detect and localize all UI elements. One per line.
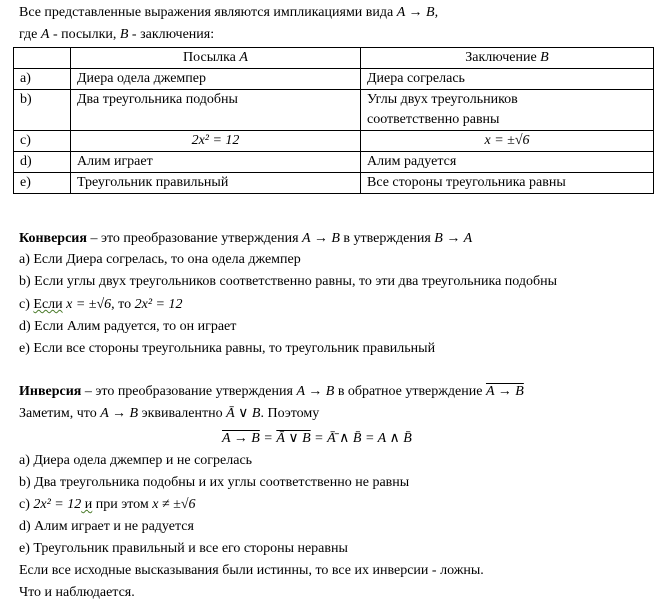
- row-premise: Треугольник правильный: [71, 173, 361, 194]
- header-label-cell: [14, 48, 71, 69]
- conversion-heading: Конверсия – это преобразование утверждения A → B в утверждения B → A: [19, 231, 473, 246]
- inversion-item-e: e) Треугольник правильный и все его стороны неравны: [19, 541, 348, 556]
- conclusion-line-2: Что и наблюдается.: [19, 585, 135, 600]
- implications-table: [13, 47, 654, 194]
- intro-text: Все представленные выражения являются импликациями вида: [19, 5, 397, 20]
- intro-where: где: [19, 27, 41, 42]
- inversion-item-b: b) Два треугольника подобны и их углы соответственно не равны: [19, 475, 410, 490]
- row-conclusion: Алим радуется: [361, 152, 654, 173]
- table-row: [14, 69, 654, 90]
- intro-math: A → B,: [396, 5, 439, 20]
- conversion-item-a: a) Если Диера согрелась, то она одела джемпер: [19, 252, 301, 267]
- intro-var-a: A: [40, 27, 50, 42]
- header-conclusion: Заключение B: [361, 48, 654, 69]
- intro-mid: - посылки,: [49, 27, 120, 42]
- row-label: b): [14, 90, 71, 131]
- row-label: a): [14, 69, 71, 90]
- table-header-row: [14, 48, 654, 69]
- row-conclusion: Все стороны треугольника равны: [361, 173, 654, 194]
- row-conclusion: Диера согрелась: [361, 69, 654, 90]
- header-premise: Посылка A: [71, 48, 361, 69]
- intro-end: - заключения:: [128, 27, 215, 42]
- inversion-item-d: d) Алим играет и не радуется: [19, 519, 194, 534]
- row-premise: 2x² = 12: [71, 131, 361, 152]
- conversion-item-e: e) Если все стороны треугольника равны, то треугольник правильный: [19, 341, 436, 356]
- inversion-heading: Инверсия – это преобразование утверждения A → B в обратное утверждение A → B: [19, 384, 524, 399]
- row-premise: Алим играет: [71, 152, 361, 173]
- row-premise: Диера одела джемпер: [71, 69, 361, 90]
- inversion-title: Инверсия: [19, 384, 82, 399]
- conclusion-line-1: Если все исходные высказывания были истинны, то все их инверсии - ложны.: [19, 563, 484, 578]
- conversion-item-b: b) Если углы двух треугольников соответственно равны, то эти два треугольника подобны: [19, 274, 558, 289]
- row-premise: Два треугольника подобны: [71, 90, 361, 131]
- inversion-item-a: a) Диера одела джемпер и не согрелась: [19, 453, 253, 468]
- inversion-item-c: c) 2x² = 12 и при этом x ≠ ±√6: [19, 497, 196, 512]
- intro-var-b: B: [119, 27, 129, 42]
- inversion-note: Заметим, что A → B эквивалентно Ā ∨ B. Поэтому: [19, 406, 320, 421]
- table-row: [14, 131, 654, 152]
- conversion-item-d: d) Если Алим радуется, то он играет: [19, 319, 237, 334]
- table-row: [14, 152, 654, 173]
- table-row: [14, 173, 654, 194]
- inversion-formula: A → B = Ā ∨ B = Ā̄ ∧ B̄ = A ∧ B̄: [222, 431, 412, 446]
- intro-line-2: [19, 26, 214, 44]
- row-conclusion: Углы двух треугольников соответственно равны: [361, 90, 654, 131]
- row-conclusion: x = ±√6: [361, 131, 654, 152]
- conversion-title: Конверсия: [19, 231, 87, 246]
- row-label: e): [14, 173, 71, 194]
- row-label: c): [14, 131, 71, 152]
- intro-line-1: [19, 4, 438, 22]
- table-row: [14, 90, 654, 131]
- row-label: d): [14, 152, 71, 173]
- conversion-item-c: c) Если x = ±√6, то 2x² = 12: [19, 297, 183, 312]
